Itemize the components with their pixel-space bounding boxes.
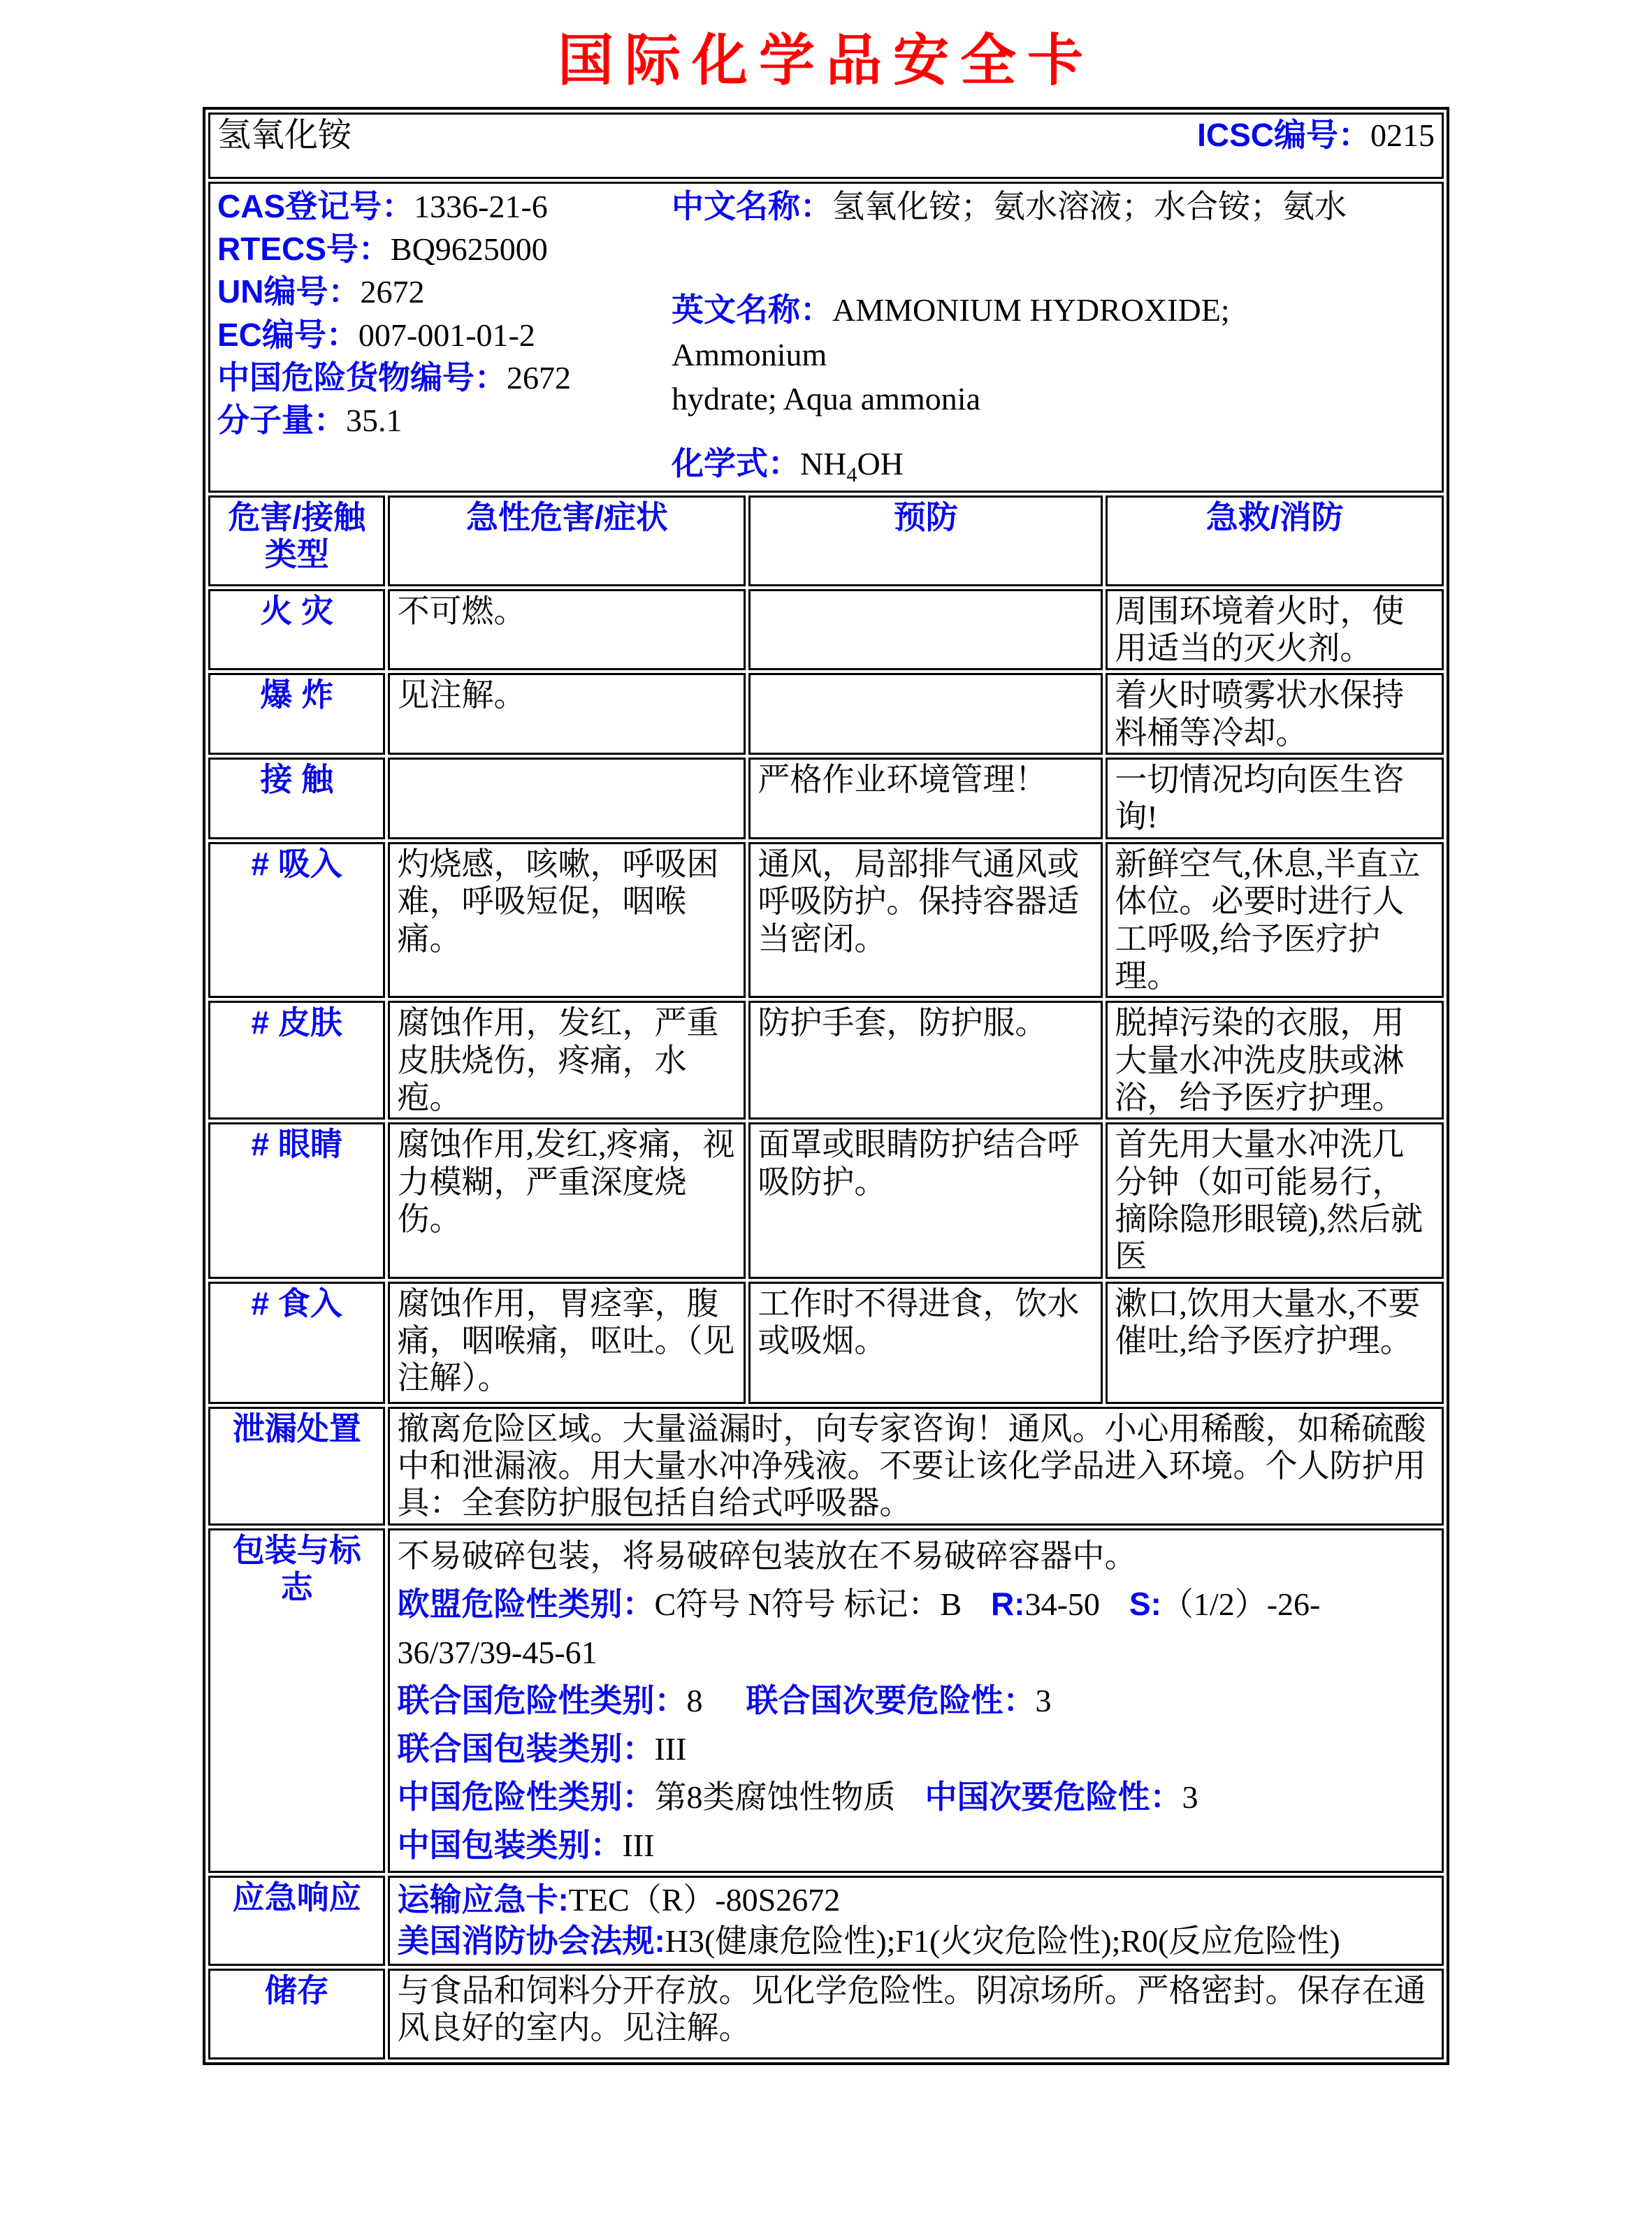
packaging-unbreakable-line: 不易破碎包装，将易破碎包装放在不易破碎容器中。: [397, 1537, 1137, 1574]
chemical-formula-line: [672, 442, 1377, 489]
eyes-prevention-cell: 面罩或眼睛防护结合呼吸防护。: [748, 1122, 1103, 1278]
packaging-labelling-row: [208, 1528, 1444, 1873]
nfpa-code-label: 美国消防协会法规:: [397, 1923, 665, 1960]
fire-prevention-cell: [748, 589, 1103, 671]
substance-header-cell: [208, 113, 1444, 179]
storage-text-cell: 与食品和饲料分开存放。见化学危险性。阴凉场所。严格密封。保存在通风良好的室内。见注解。: [388, 1969, 1444, 2059]
explosion-type-cell: 爆 炸: [208, 673, 385, 755]
ingestion-first-aid-cell: 漱口,饮用大量水,不要催吐,给予医疗护理。: [1106, 1282, 1444, 1404]
inhalation-symptoms-cell: 灼烧感，咳嗽，呼吸困难，呼吸短促，咽喉痛。: [388, 842, 746, 998]
un-subsidiary-risk-value: 3: [1035, 1682, 1052, 1718]
hazard-type-header-cell: [208, 495, 385, 586]
nfpa-code-line: [397, 1920, 1435, 1962]
skin-first-aid-cell: 脱掉污染的衣服，用大量水冲洗皮肤或淋浴，给予医疗护理。: [1106, 1001, 1444, 1120]
chinese-name-value: 氢氧化铵；氨水溶液；水合铵；氨水: [832, 189, 1347, 224]
identification-row: [208, 182, 1444, 493]
un-subsidiary-risk-label: 联合国次要危险性：: [746, 1681, 1036, 1718]
rtecs-number-value: BQ9625000: [390, 231, 548, 268]
spill-disposal-row: [208, 1407, 1444, 1526]
storage-label-cell: 储存: [208, 1969, 385, 2059]
cas-number-value: 1336-21-6: [414, 189, 548, 224]
un-number-line: [217, 270, 672, 313]
symptoms-header-cell: 急性危害/症状: [388, 495, 746, 586]
exposure-prevention-cell: 严格作业环境管理！: [748, 758, 1103, 839]
china-dangerous-goods-number-value: 2672: [507, 359, 571, 396]
exposure-type-cell: 接 触: [208, 758, 385, 839]
china-dangerous-goods-number-line: [217, 356, 672, 399]
inhalation-first-aid-cell: 新鲜空气,休息,半直立体位。必要时进行人工呼吸,给予医疗护理。: [1106, 842, 1444, 998]
hazard-row-skin: [208, 1001, 1444, 1120]
prevention-header-cell: 预防: [748, 495, 1103, 586]
hazard-row-inhalation: [208, 842, 1444, 998]
s-phrases-label: S:: [1129, 1585, 1161, 1622]
un-packing-group-label: 联合国包装类别：: [397, 1730, 655, 1767]
icsc-number: [1197, 117, 1435, 154]
hazard-type-header-line2: 类型: [264, 536, 329, 573]
icsc-card-table: [203, 107, 1449, 2065]
transport-emergency-card-line: [397, 1879, 1435, 1920]
fire-type-cell: 火 灾: [208, 589, 385, 671]
rtecs-number-line: [217, 228, 672, 270]
skin-type-cell: # 皮肤: [208, 1001, 385, 1120]
exposure-first-aid-cell: 一切情况均向医生咨询!: [1106, 758, 1444, 839]
r-phrases-value: 34-50: [1024, 1586, 1100, 1622]
identification-right-column: [672, 185, 1377, 489]
china-dangerous-goods-number-label: 中国危险货物编号：: [217, 359, 507, 396]
ingestion-type-cell: # 食入: [208, 1282, 385, 1404]
eyes-type-cell: # 眼睛: [208, 1122, 385, 1278]
cas-number-line: [217, 185, 672, 228]
emergency-response-row: [208, 1876, 1444, 1966]
formula-suffix: OH: [857, 445, 904, 482]
formula-prefix: NH: [800, 445, 847, 482]
cn-packing-group-value: III: [622, 1827, 655, 1863]
transport-emergency-card-label: 运输应急卡:: [397, 1881, 569, 1918]
molecular-weight-line: [217, 399, 672, 442]
eu-hazard-class-value: C符号 N符号 标记：B: [654, 1586, 962, 1622]
cas-number-label: CAS登记号：: [217, 188, 414, 224]
cn-subsidiary-risk-label: 中国次要危险性：: [925, 1778, 1182, 1815]
un-hazard-class-label: 联合国危险性类别：: [397, 1681, 687, 1718]
packaging-labelling-label-cell: 包装与标志: [208, 1528, 385, 1873]
ingestion-prevention-cell: 工作时不得进食，饮水或吸烟。: [748, 1282, 1103, 1404]
spill-disposal-text-cell: 撤离危险区域。大量溢漏时，向专家咨询！通风。小心用稀酸，如稀硫酸中和泄漏液。用大量水冲净残液。不要让该化学品进入环境。个人防护用具：全套防护服包括自给式呼吸器。: [388, 1407, 1444, 1526]
skin-prevention-cell: 防护手套，防护服。: [748, 1001, 1103, 1120]
un-hazard-class-line: [397, 1677, 1435, 1725]
packaging-labelling-content-cell: [388, 1528, 1444, 1873]
un-hazard-class-value: 8: [686, 1682, 703, 1718]
emergency-response-content-cell: [388, 1876, 1444, 1966]
icsc-number-value: 0215: [1370, 117, 1435, 154]
un-packing-group-value: III: [654, 1730, 687, 1767]
inhalation-type-cell: # 吸入: [208, 842, 385, 998]
ec-number-value: 007-001-01-2: [358, 317, 535, 353]
molecular-weight-label: 分子量：: [217, 401, 346, 438]
exposure-symptoms-cell: [388, 758, 746, 839]
hazard-row-eyes: [208, 1122, 1444, 1278]
explosion-prevention-cell: [748, 673, 1103, 755]
substance-header-row: [208, 113, 1444, 179]
eyes-first-aid-cell: 首先用大量水冲洗几分钟（如可能易行，摘除隐形眼镜),然后就医: [1106, 1122, 1444, 1278]
english-name-value-line2: hydrate; Aqua ammonia: [672, 381, 980, 417]
r-phrases-label: R:: [991, 1585, 1025, 1622]
nfpa-code-value: H3(健康危险性);F1(火灾危险性);R0(反应危险性): [665, 1923, 1340, 1960]
icsc-number-label: ICSC编号：: [1197, 117, 1370, 154]
storage-row: [208, 1969, 1444, 2059]
hazard-type-header-line1: 危害/接触: [228, 498, 366, 535]
molecular-weight-value: 35.1: [346, 402, 403, 438]
s-phrases-value: （1/2）-26-: [1161, 1586, 1321, 1622]
un-number-label: UN编号：: [217, 273, 361, 310]
emergency-response-label-cell: 应急响应: [208, 1876, 385, 1966]
rtecs-number-label: RTECS号：: [217, 231, 391, 268]
chinese-name-label: 中文名称：: [672, 188, 832, 224]
spill-disposal-label-cell: 泄漏处置: [208, 1407, 385, 1526]
s-phrases-value-wrap: 36/37/39-45-61: [397, 1634, 597, 1670]
eyes-symptoms-cell: 腐蚀作用,发红,疼痛，视力模糊，严重深度烧伤。: [388, 1122, 746, 1278]
un-number-value: 2672: [360, 274, 425, 310]
hazard-row-fire: [208, 589, 1444, 671]
icsc-page: [0, 15, 1652, 2065]
ec-number-line: [217, 314, 672, 356]
fire-first-aid-cell: 周围环境着火时，使用适当的灭火剂。: [1106, 589, 1444, 671]
formula-subscript: 4: [846, 463, 857, 486]
hazard-row-ingestion: [208, 1282, 1444, 1404]
cn-hazard-class-value: 第8类腐蚀性物质: [654, 1779, 896, 1815]
fire-symptoms-cell: 不可燃。: [388, 589, 746, 671]
identification-left-column: [217, 185, 672, 489]
hazard-row-explosion: [208, 673, 1444, 755]
ingestion-symptoms-cell: 腐蚀作用，胃痉挛，腹痛，咽喉痛，呕吐。（见注解）。: [388, 1282, 746, 1404]
english-name-label: 英文名称：: [672, 291, 832, 328]
skin-symptoms-cell: 腐蚀作用，发红，严重皮肤烧伤，疼痛，水疱。: [388, 1001, 746, 1120]
explosion-symptoms-cell: 见注解。: [388, 673, 746, 755]
un-packing-group-line: [397, 1725, 1435, 1773]
first-aid-header-cell: 急救/消防: [1106, 495, 1444, 586]
chinese-name-line: [672, 185, 1377, 228]
hazard-header-row: [208, 495, 1444, 586]
english-name-line: [672, 288, 1377, 421]
hazard-row-exposure: [208, 758, 1444, 839]
transport-emergency-card-value: TEC（R）-80S2672: [568, 1881, 841, 1918]
explosion-first-aid-cell: 着火时喷雾状水保持料桶等冷却。: [1106, 673, 1444, 755]
chemical-formula-value: [800, 445, 904, 486]
eu-hazard-class-line: [397, 1580, 1435, 1677]
inhalation-prevention-cell: 通风，局部排气通风或呼吸防护。保持容器适当密闭。: [748, 842, 1103, 998]
page-title: 国际化学品安全卡: [558, 31, 1094, 92]
ec-number-label: EC编号：: [217, 316, 358, 353]
cn-subsidiary-risk-value: 3: [1182, 1779, 1198, 1815]
cn-hazard-class-label: 中国危险性类别：: [397, 1778, 655, 1815]
chemical-formula-label: 化学式：: [672, 444, 800, 482]
eu-hazard-class-label: 欧盟危险性类别：: [397, 1585, 655, 1622]
cn-packing-group-line: [397, 1821, 1435, 1869]
cn-hazard-class-line: [397, 1773, 1435, 1821]
identification-cell: [208, 182, 1444, 493]
cn-packing-group-label: 中国包装类别：: [397, 1826, 623, 1863]
substance-name: 氢氧化铵: [217, 117, 352, 154]
english-name-value-line1: AMMONIUM HYDROXIDE; Ammonium: [672, 292, 1230, 372]
